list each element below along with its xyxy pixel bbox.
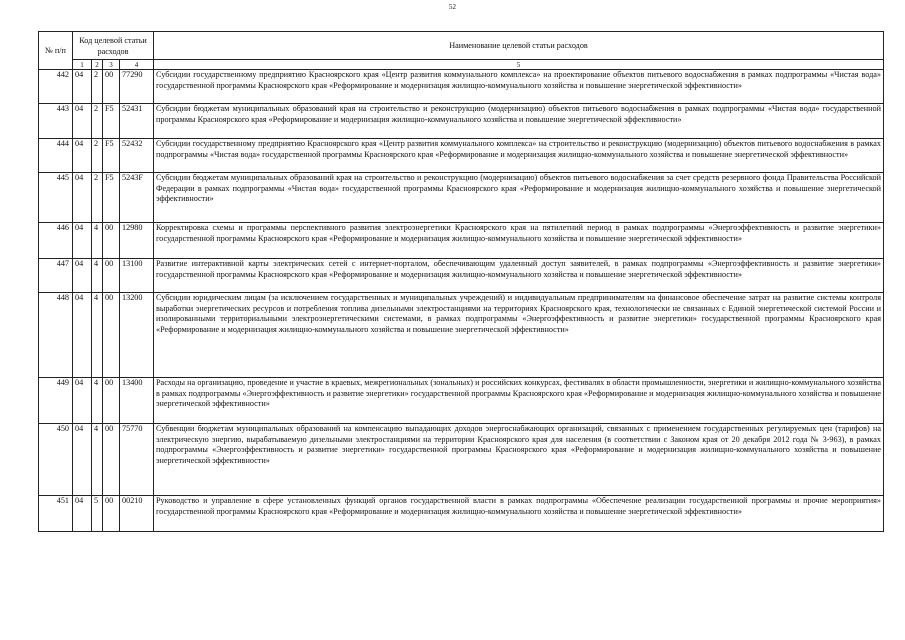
code-part-3: F5: [103, 104, 120, 139]
page-number: 52: [449, 3, 456, 11]
row-number: 451: [39, 496, 73, 532]
row-description: Расходы на организацию, проведение и участие в краевых, межрегиональных (зональных) и российских конкурсах, фестивалях в области промышленности, энергетики и жилищно-коммунального хозяйства в рамках подпрограммы «Энергоэффективность и развитие энергетики» государственной программы Красноярского края «Реформирование и модернизация жилищно-коммунального хозяйства и повышение энергетической эффективности»: [154, 378, 884, 424]
row-description: Субвенции бюджетам муниципальных образований на компенсацию выпадающих доходов энергоснабжающих организаций, связанных с применением государственных регулируемых цен (тарифов) на электрическую энергию, вырабатываемую дизельными электростанциями на территории Красноярского края для населения (в соответствии с Законом края от 20 декабря 2012 года № 3-963), в рамках подпрограммы «Энергоэффективность и развитие энергетики» государственной программы Красноярского края «Реформирование и модернизация жилищно-коммунального хозяйства и повышение энергетической эффективности»: [154, 424, 884, 496]
row-number: 448: [39, 293, 73, 378]
code-part-3: 00: [103, 293, 120, 378]
row-description: Субсидии государственному предприятию Красноярского края «Центр развития коммунального комплекса» на строительство и реконструкцию (модернизацию) объектов питьевого водоснабжения в рамках подпрограммы «Чистая вода» государственной программы Красноярского края «Реформирование и модернизация жилищно-коммунального хозяйства и повышение энергетической эффективности»: [154, 139, 884, 173]
code-part-1: 04: [73, 424, 92, 496]
row-number: 444: [39, 139, 73, 173]
code-part-1: 04: [73, 378, 92, 424]
header-col-1: 1: [73, 60, 92, 70]
header-code: Код целевой статьи расходов: [73, 32, 154, 60]
code-part-2: 4: [92, 424, 103, 496]
row-description: Субсидии государственному предприятию Красноярского края «Центр развития коммунального комплекса» на проектирование объектов питьевого водоснабжения в рамках подпрограммы «Чистая вода» государственной программы Красноярского края «Реформирование и модернизация жилищно-коммунального хозяйства и повышение энергетической эффективности»: [154, 70, 884, 104]
code-part-4: 12980: [120, 223, 154, 259]
code-part-2: 2: [92, 104, 103, 139]
code-part-4: 5243F: [120, 173, 154, 223]
code-part-1: 04: [73, 70, 92, 104]
code-part-3: 00: [103, 496, 120, 532]
code-part-3: 00: [103, 70, 120, 104]
budget-table: [38, 31, 884, 532]
table-row: [39, 104, 884, 139]
header-numbers-row: [39, 60, 884, 70]
code-part-2: 4: [92, 293, 103, 378]
code-part-2: 5: [92, 496, 103, 532]
table-row: [39, 223, 884, 259]
header-col-3: 3: [103, 60, 120, 70]
code-part-3: 00: [103, 223, 120, 259]
table-row: [39, 139, 884, 173]
code-part-1: 04: [73, 293, 92, 378]
table-row: [39, 424, 884, 496]
code-part-1: 04: [73, 223, 92, 259]
code-part-4: 13100: [120, 259, 154, 293]
code-part-4: 00210: [120, 496, 154, 532]
code-part-1: 04: [73, 259, 92, 293]
table-row: [39, 70, 884, 104]
code-part-4: 52432: [120, 139, 154, 173]
header-row: [39, 32, 884, 60]
row-description: Субсидии бюджетам муниципальных образований края на строительство и реконструкцию (модернизацию) объектов питьевого водоснабжения в рамках подпрограммы «Чистая вода» государственной программы Красноярского края «Реформирование и модернизация жилищно-коммунального хозяйства и повышение энергетической эффективности»: [154, 104, 884, 139]
code-part-1: 04: [73, 173, 92, 223]
table-row: [39, 496, 884, 532]
code-part-4: 52431: [120, 104, 154, 139]
code-part-3: F5: [103, 139, 120, 173]
row-number: 447: [39, 259, 73, 293]
table-row: [39, 378, 884, 424]
code-part-3: 00: [103, 259, 120, 293]
header-col-5-visible: 5: [154, 60, 884, 70]
header-num: № п/п: [39, 32, 73, 70]
code-part-2: 2: [92, 173, 103, 223]
table-row: [39, 259, 884, 293]
table-row: [39, 293, 884, 378]
code-part-1: 04: [73, 139, 92, 173]
row-number: 450: [39, 424, 73, 496]
code-part-2: 4: [92, 259, 103, 293]
row-description: Субсидии бюджетам муниципальных образований края на строительство и реконструкцию (модернизацию) объектов питьевого водоснабжения за счет средств резервного фонда Правительства Российской Федерации в рамках подпрограммы «Чистая вода» государственной программы Красноярского края «Реформирование и модернизация жилищно-коммунального хозяйства и повышение энергетической эффективности»: [154, 173, 884, 223]
row-number: 449: [39, 378, 73, 424]
code-part-4: 77290: [120, 70, 154, 104]
row-number: 443: [39, 104, 73, 139]
row-description: Корректировка схемы и программы перспективного развития электроэнергетики Красноярского края на пятилетний период в рамках подпрограммы «Энергоэффективность и развитие энергетики» государственной программы Красноярского края «Реформирование и модернизация жилищно-коммунального хозяйства и повышение энергетической эффективности»: [154, 223, 884, 259]
code-part-4: 13400: [120, 378, 154, 424]
row-description: Руководство и управление в сфере установленных функций органов государственной власти в рамках подпрограммы «Обеспечение реализации государственной программы и прочие мероприятия» государственной программы Красноярского края «Реформирование и модернизация жилищно-коммунального хозяйства и повышение энергетической эффективности»: [154, 496, 884, 532]
row-description: Субсидии юридическим лицам (за исключением государственных и муниципальных учреждений) и индивидуальным предпринимателям на финансовое обеспечение затрат на развитие системы контроля выработки энергетических ресурсов и потребления топлива дизельными электростанциями на территориях Красноярского края, технологически не связанных с Единой энергетической системой России и изолированными территориальными электроэнергетическими системами, в рамках подпрограммы «Энергоэффективность и развитие энергетики» государственной программы Красноярского края «Реформирование и модернизация жилищно-коммунального хозяйства и повышение энергетической эффективности»: [154, 293, 884, 378]
code-part-2: 2: [92, 70, 103, 104]
code-part-2: 2: [92, 139, 103, 173]
code-part-1: 04: [73, 496, 92, 532]
code-part-3: 00: [103, 378, 120, 424]
row-number: 445: [39, 173, 73, 223]
code-part-2: 4: [92, 223, 103, 259]
row-number: 442: [39, 70, 73, 104]
code-part-3: 00: [103, 424, 120, 496]
header-col-4: 4: [120, 60, 154, 70]
code-part-4: 75770: [120, 424, 154, 496]
table-row: [39, 173, 884, 223]
header-col-2: 2: [92, 60, 103, 70]
code-part-3: F5: [103, 173, 120, 223]
code-part-4: 13200: [120, 293, 154, 378]
code-part-2: 4: [92, 378, 103, 424]
row-number: 446: [39, 223, 73, 259]
header-name: Наименование целевой статьи расходов: [154, 32, 884, 60]
row-description: Развитие интерактивной карты электрических сетей с интернет-порталом, обеспечивающим удаленный доступ заявителей, в рамках подпрограммы «Энергоэффективность и развитие энергетики» государственной программы Красноярского края «Реформирование и модернизация жилищно-коммунального хозяйства и повышение энергетической эффективности»: [154, 259, 884, 293]
code-part-1: 04: [73, 104, 92, 139]
